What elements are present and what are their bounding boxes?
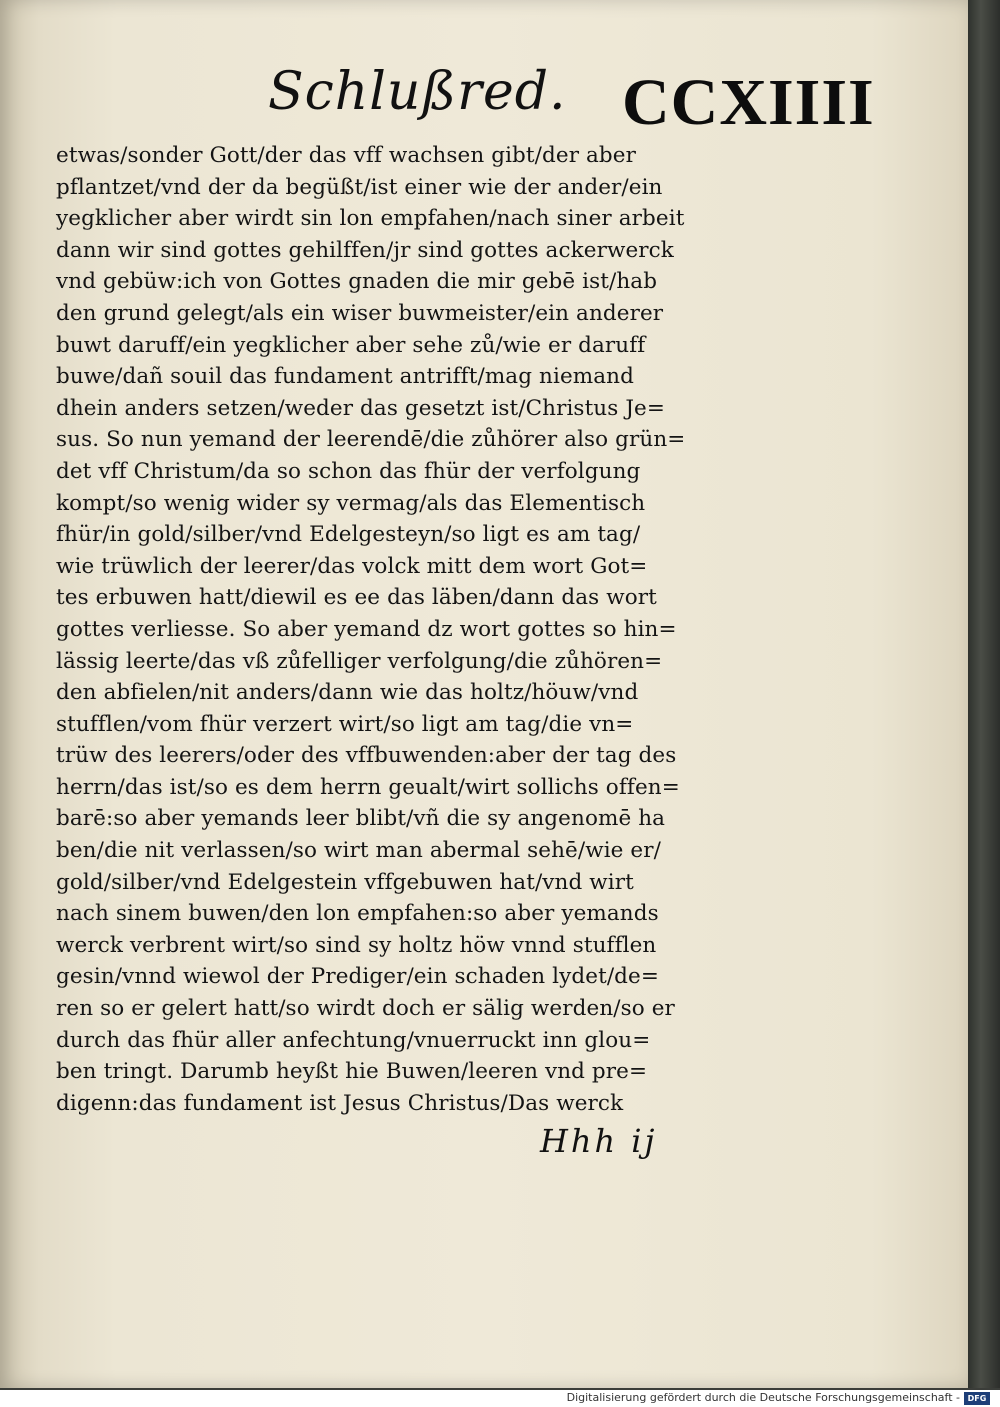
- footer-bar: [0, 1390, 1000, 1407]
- text-line: pflantzet/vnd der da begüßt/ist einer wie der ander/ein: [56, 174, 663, 200]
- signature-mark: Hhh ij: [540, 1122, 658, 1160]
- text-line: werck verbrent wirt/so sind sy holtz höw vnnd stufflen: [56, 932, 657, 958]
- text-line: dhein anders setzen/weder das gesetzt ist/Christus Je=: [56, 395, 665, 421]
- text-line: kompt/so wenig wider sy vermag/als das Elementisch: [56, 490, 646, 516]
- text-line: stufflen/vom fhür verzert wirt/so ligt am tag/die vn=: [56, 711, 634, 737]
- text-line: vnd gebüw:ich von Gottes gnaden die mir gebē ist/hab: [56, 269, 658, 295]
- text-line: fhür/in gold/silber/vnd Edelgesteyn/so ligt es am tag/: [56, 522, 641, 548]
- text-line: buwt daruff/ein yegklicher aber sehe zů/wie er daruff: [56, 332, 646, 358]
- text-line: lässig leerte/das vß zůfelliger verfolgung/die zůhören=: [56, 648, 663, 674]
- text-line: gold/silber/vnd Edelgestein vffgebuwen hat/vnd wirt: [56, 869, 634, 895]
- text-line: tes erbuwen hatt/diewil es ee das läben/dann das wort: [56, 585, 657, 611]
- text-line: herrn/das ist/so es dem herrn geualt/wirt sollichs offen=: [56, 774, 680, 800]
- body-text: [56, 140, 756, 1119]
- text-line: det vff Christum/da so schon das fhür der verfolgung: [56, 458, 641, 484]
- funding-credit: Digitalisierung gefördert durch die Deutsche Forschungsgemeinschaft -: [566, 1391, 960, 1404]
- text-line: dann wir sind gottes gehilffen/jr sind gottes ackerwerck: [56, 237, 674, 263]
- text-line: etwas/sonder Gott/der das vff wachsen gibt/der aber: [56, 143, 636, 168]
- text-line: den grund gelegt/als ein wiser buwmeister/ein anderer: [56, 300, 664, 326]
- running-head: Schlußred.: [268, 62, 567, 122]
- text-line: wie trüwlich der leerer/das volck mitt dem wort Got=: [56, 553, 648, 579]
- page-edge: [968, 0, 1000, 1388]
- text-line: yegklicher aber wirdt sin lon empfahen/nach siner arbeit: [56, 206, 685, 232]
- text-line: digenn:das fundament ist Jesus Christus/Das werck: [56, 1090, 624, 1116]
- text-line: gottes verliesse. So aber yemand dz wort gottes so hin=: [56, 616, 677, 642]
- text-line: ben/die nit verlassen/so wirt man abermal sehē/wie er/: [56, 838, 661, 864]
- text-line: ben tringt. Darumb heyßt hie Buwen/leeren vnd pre=: [56, 1059, 648, 1085]
- dfg-logo: DFG: [964, 1392, 990, 1405]
- text-line: ren so er gelert hatt/so wirdt doch er sälig werden/so er: [56, 996, 675, 1022]
- text-line: den abfielen/nit anders/dann wie das holtz/höuw/vnd: [56, 680, 639, 706]
- text-line: sus. So nun yemand der leerendē/die zůhörer also grün=: [56, 427, 686, 453]
- text-line: trüw des leerers/oder des vffbuwenden:aber der tag des: [56, 743, 677, 769]
- text-line: nach sinem buwen/den lon empfahen:so aber yemands: [56, 901, 659, 927]
- text-line: buwe/dañ souil das fundament antrifft/mag niemand: [56, 364, 634, 390]
- folio-number: CCXIIII: [622, 66, 875, 139]
- text-line: durch das fhür aller anfechtung/vnuerruckt inn glou=: [56, 1027, 651, 1053]
- text-line: gesin/vnnd wiewol der Prediger/ein schaden lydet/de=: [56, 964, 659, 990]
- text-line: barē:so aber yemands leer blibt/vñ die sy angenomē ha: [56, 806, 666, 832]
